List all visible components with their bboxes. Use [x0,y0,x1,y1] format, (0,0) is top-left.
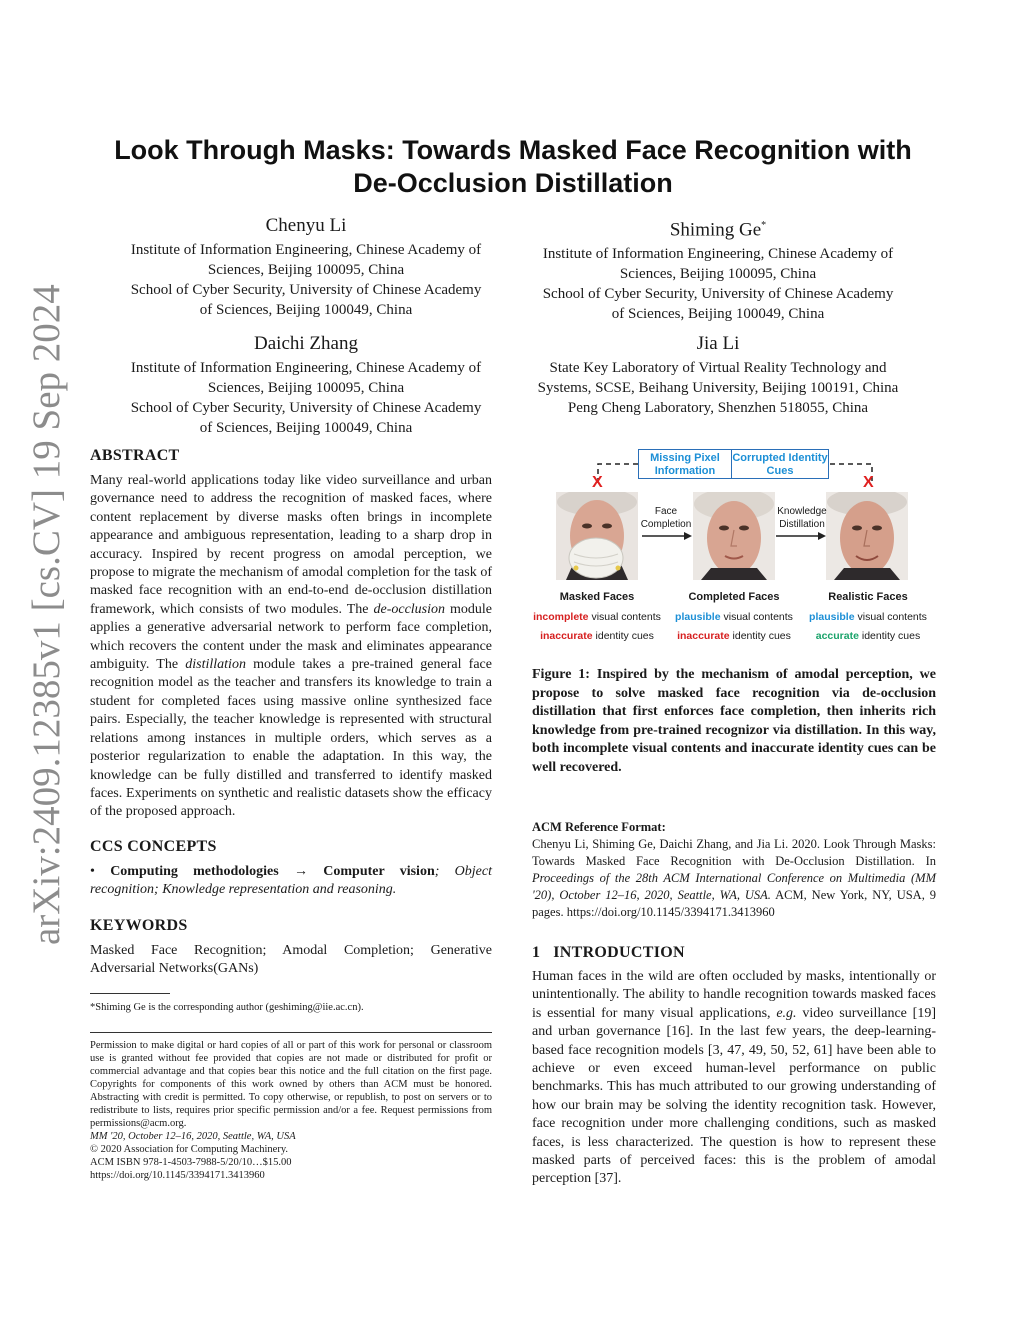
author-name: Daichi Zhang [254,333,358,354]
arrows [640,528,840,542]
label-visual-contents: visual contents [588,611,661,623]
author-affiliation: State Key Laboratory of Virtual Reality Technology and [549,360,887,376]
author-affiliation: School of Cyber Security, University of Chinese Academy [542,286,894,303]
abstract-emphasis: distillation [185,657,246,673]
acm-ref-part: ACM, New York, NY, USA, 9 pages. https://doi.org/10.1145/3394171.3413960 [532,888,936,919]
arrow-label-face-completion: Face Completion [640,506,692,530]
author-affiliation: Systems, SCSE, Beihang University, Beijing 100191, China [537,380,899,396]
abstract-part: Many real-world applications today like video surveillance and urban governance need to address the recognition of masked faces, where content replacement by diverse masks often brings in incomplete appearance and ambiguous representation, leading to a sharp drop in accuracy. Inspired by recent progress on amodal perception, we propose to migrate the mechanism of amodal completion for the task of masked face recognition with an end-to-end de-occlusion distillation framework, which consists of two modules. The [90,473,492,617]
x-mark-right-icon: X [863,474,874,491]
permission-text: Permission to make digital or hard copies of all or part of this work for personal or classroom use is granted without fee provided that copies are not made or distributed for profit or commercial advantage and that copies bear this notice and the full citation on the first page. Copyrights for components of this work owned by others than ACM must be honored. Abstracting with credit is permitted. To copy otherwise, or republish, to post on servers or to redistribute to lists, requires prior specific permission and/or a fee. Request permissions from permissions@acm.org. [90,1040,492,1129]
author-affiliation: School of Cyber Security, University of Chinese Academy [130,400,482,416]
footnote-rule [90,993,170,994]
author-name: Chenyu Li [265,215,347,236]
title-line-2: De-Occlusion Distillation [353,168,673,198]
col-title-masked: Masked Faces [559,591,635,603]
arrow-label-knowledge-distillation: Knowledge Distillation [777,506,827,530]
permission-doi[interactable]: https://doi.org/10.1145/3394171.3413960 [90,1170,265,1181]
acm-ref-text [532,836,936,921]
col-title-realistic: Realistic Faces [828,591,908,603]
author-block [508,332,928,418]
author-affiliation: of Sciences, Beijing 100049, China [199,302,413,318]
permission-block [90,1039,492,1182]
label-plausible: plausible [675,611,721,623]
permission-venue: MM '20, October 12–16, 2020, Seattle, WA, USA [90,1131,296,1142]
ccs-bullet: • [90,864,95,879]
author-affiliation: Institute of Information Engineering, Chinese Academy of [130,360,482,376]
label-inaccurate: inaccurate [540,630,593,642]
intro-heading [532,944,685,962]
row-identity-completed [664,630,804,642]
label-incomplete: incomplete [533,611,589,623]
label-visual-contents: visual contents [720,611,793,623]
label-plausible: plausible [809,611,855,623]
keywords-heading: KEYWORDS [90,917,188,934]
title-line-1: Look Through Masks: Towards Masked Face Recognition with [114,135,912,165]
author-affiliation: Sciences, Beijing 100095, China [207,380,405,396]
ccs-text [90,863,492,900]
missing-pixel-box: Missing Pixel Information [638,449,732,479]
ccs-heading: CCS CONCEPTS [90,838,217,855]
row-visual-realistic [798,611,938,623]
author-name: Jia Li [696,333,740,354]
intro-text [532,968,936,1189]
arxiv-stamp: arXiv:2409.12385v1 [cs.CV] 19 Sep 2024 [25,284,68,945]
row-identity-realistic [798,630,938,642]
abstract-part: module applies a generative adversarial network to perform face completion, which recovers the content under the mask and eliminates appearance ambiguity. The [90,601,492,673]
author-affiliation: School of Cyber Security, University of Chinese Academy [130,282,482,298]
abstract-heading: ABSTRACT [90,447,180,464]
acm-ref-heading: ACM Reference Format: [532,820,666,834]
author-affiliation: of Sciences, Beijing 100049, China [611,306,825,323]
intro-number: 1 [532,944,541,961]
abstract-part: module takes a pre-trained general face recognition model as the teacher and transfers its knowledge to train a student for completed faces using massive online synthesized face pairs. Especially, the teacher knowledge is represented with structural relations among instances in multiple orders, which serves as a posterior regularization to enable the adaptation. In this way, the knowledge can be fully distilled and transferred to identify masked faces. Experiments on synthetic and realistic datasets show the efficacy of the proposed approach. [90,657,492,820]
x-mark-left-icon: X [592,474,603,491]
author-name [508,214,928,242]
footnote: *Shiming Ge is the corresponding author (geshiming@iie.ac.cn). [90,1002,364,1013]
acm-ref-venue: Proceedings of the 28th ACM International Conference on Multimedia (MM '20), October 12–16, 2020, Seattle, WA, USA. [532,871,936,902]
author-name-text: Shiming Ge [669,219,762,241]
row-visual-completed [664,611,804,623]
row-visual-masked [527,611,667,623]
masked-face-image [556,492,638,580]
permission-isbn: ACM ISBN 978-1-4503-7988-5/20/10…$15.00 [90,1157,292,1168]
corresponding-mark: * [761,220,767,231]
acm-ref-part: Chenyu Li, Shiming Ge, Daichi Zhang, and Jia Li. 2020. Look Through Masks: Towards Masked Face Recognition with De-Occlusion Distillation. In [532,837,936,868]
abstract-emphasis: de-occlusion [373,601,446,617]
author-affiliation: Sciences, Beijing 100095, China [619,266,817,283]
label-identity-cues: identity cues [729,630,791,642]
abstract-text [90,472,492,822]
figure-caption: Figure 1: Inspired by the mechanism of amodal perception, we propose to solve masked face recognition via de-occlusion distillation that first enforces face completion, then inherits rich knowledge from pre-trained recognizor via distillation. In this way, both incomplete visual contents and inaccurate identity cues can be well recovered. [532,667,936,775]
label-identity-cues: identity cues [858,630,921,642]
paper-title [90,134,936,200]
intro-part: Human faces in the wild are often occluded by masks, intentionally or unintentionally. The ability to handle recognition towards masked faces is essential for many visual applications, [532,969,936,1021]
ccs-rest: ; Object recognition; Knowledge representation and reasoning. [90,864,492,898]
author-block [96,332,516,438]
keywords-text: Masked Face Recognition; Amodal Completion; Generative Adversarial Networks(GANs) [90,943,492,977]
permission-rule [90,1032,492,1033]
corrupted-identity-box: Corrupted Identity Cues [731,449,829,479]
permission-copyright: © 2020 Association for Computing Machinery. [90,1144,289,1155]
row-identity-masked [527,630,667,642]
label-accurate: accurate [815,630,859,642]
author-affiliation: Sciences, Beijing 100095, China [207,262,405,278]
author-block [96,214,516,320]
intro-part: video surveillance [19] and urban governance [16]. In the last few years, the deep-learning-based face recognition models [3, 47, 49, 50, 52, 61] have been able to achieve or even exceed human-level performance on public benchmarks. This has much attributed to our growing understanding of how our brain may be solving the identity recognition task. However, face recognition under more challenging conditions, such as masked faces, is less characterized. The question is how to represent these masked parts of perceived faces: this is the problem of amodal perception [37]. [532,1005,937,1187]
author-affiliation: Institute of Information Engineering, Chinese Academy of [542,246,894,263]
intro-emphasis: e.g. [776,1005,797,1021]
intro-heading-text: INTRODUCTION [553,944,685,961]
label-identity-cues: identity cues [592,630,654,642]
author-affiliation: Peng Cheng Laboratory, Shenzhen 518055, China [567,400,869,416]
author-affiliation: Institute of Information Engineering, Chinese Academy of [130,242,482,258]
author-block [508,214,928,324]
col-title-completed: Completed Faces [688,591,780,603]
ccs-bold: Computing methodologies → Computer vision [110,864,435,879]
author-affiliation: of Sciences, Beijing 100049, China [199,420,413,436]
label-visual-contents: visual contents [854,611,927,623]
label-inaccurate: inaccurate [677,630,730,642]
